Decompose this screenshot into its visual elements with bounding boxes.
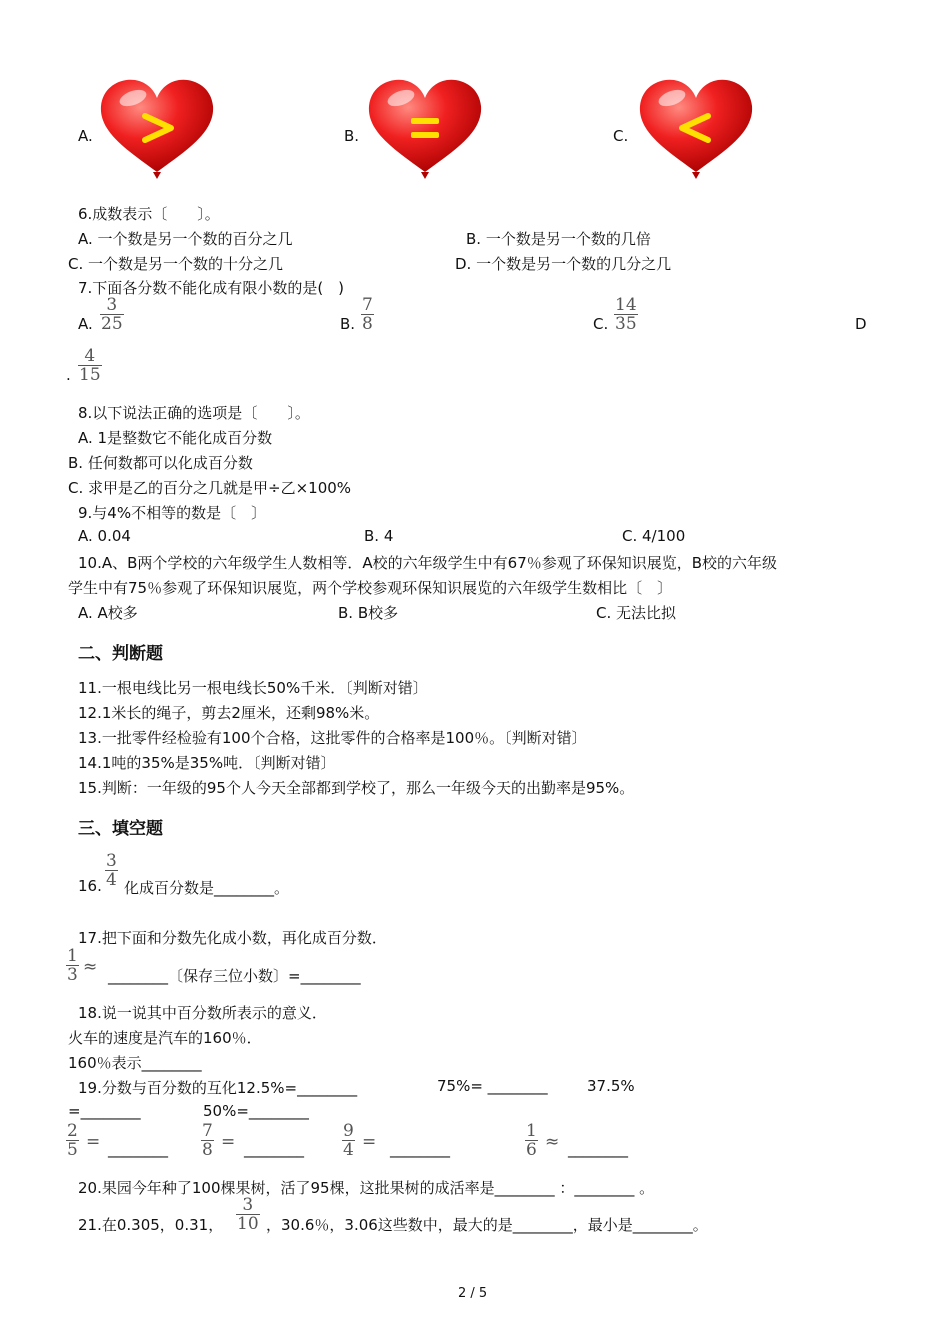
q12: 12.1米长的绳子，剪去2厘米，还剩98%米。 [78, 704, 380, 722]
numerator: 2 [67, 1121, 78, 1141]
q19-part-3: 37.5% [587, 1077, 635, 1095]
q19-part-5: 50%=________ [203, 1102, 309, 1120]
numerator: 3 [106, 851, 117, 871]
q7-option-c-label: C. [593, 315, 609, 333]
q7-option-a-label: A. [78, 315, 93, 333]
q5-option-a-label: A. [78, 127, 93, 145]
denominator: 4 [343, 1140, 354, 1160]
q19-fraction-1-blank: ________ [108, 1140, 168, 1158]
q17-rest: ________〔保存三位小数〕=________ [108, 967, 361, 985]
q20: 20.果园今年种了100棵果树，活了95棵，这批果树的成活率是________ ：________ 。 [78, 1179, 655, 1197]
q14: 14.1吨的35%是35%吨．〔判断对错〕 [78, 754, 336, 772]
q8-option-a: A. 1是整数它不能化成百分数 [78, 429, 273, 447]
q19-fraction-4 [525, 1122, 538, 1159]
numerator: 3 [106, 295, 118, 315]
q16-prefix: 16. [78, 877, 102, 895]
denominator: 6 [526, 1140, 537, 1160]
q6-option-a: A. 一个数是另一个数的百分之几 [78, 230, 293, 248]
q17-stem: 17.把下面和分数先化成小数，再化成百分数． [78, 929, 387, 947]
denominator: 8 [202, 1140, 213, 1160]
q10-line-2: 学生中有75％参观了环保知识展览，两个学校参观环保知识展览的六年级学生数相比〔 〕 [68, 579, 673, 597]
heart-equal-icon [365, 76, 485, 180]
q9-option-a: A. 0.04 [78, 527, 131, 545]
q5-option-c-label: C. [613, 127, 629, 145]
section-judgement-heading: 二、判断题 [78, 644, 163, 664]
q19-fraction-2-operator: = [221, 1132, 236, 1152]
q11: 11.一根电线比另一根电线长50%千米．〔判断对错〕 [78, 679, 428, 697]
denominator: 4 [106, 870, 117, 890]
q9-option-b: B. 4 [364, 527, 394, 545]
q19-fraction-4-operator: ≈ [545, 1132, 560, 1152]
numerator: 7 [362, 295, 373, 315]
q6-option-b: B. 一个数是另一个数的几倍 [466, 230, 651, 248]
numerator: 1 [526, 1121, 537, 1141]
q21-suffix: ，30.6％，3.06这些数中，最大的是________，最小是________。 [266, 1216, 708, 1234]
q7-option-a-fraction [100, 296, 124, 333]
q7-option-d-label: D [855, 315, 867, 333]
q7-option-b-label: B. [340, 315, 356, 333]
q16-suffix: 化成百分数是________。 [124, 879, 290, 897]
q8-option-c: C. 求甲是乙的百分之几就是甲÷乙×100% [68, 479, 352, 497]
q21-fraction [236, 1196, 260, 1233]
q10-option-c: C. 无法比拟 [596, 604, 677, 622]
q7-option-b-fraction [361, 296, 374, 333]
q18-stem: 18.说一说其中百分数所表示的意义． [78, 1004, 327, 1022]
q9-option-c: C. 4/100 [622, 527, 686, 545]
q19-part-2: 75%= ________ [437, 1077, 548, 1095]
q7-option-d-dot: . [66, 366, 71, 384]
q9-stem: 9.与4%不相等的数是〔 〕 [78, 504, 267, 522]
q18-line-2: 火车的速度是汽车的160％． [68, 1029, 262, 1047]
q19-stem: 19.分数与百分数的互化12.5%=________ [78, 1079, 358, 1097]
q19-fraction-1-operator: = [86, 1132, 101, 1152]
page-number: 2 / 5 [458, 1286, 488, 1301]
heart-less-icon [636, 76, 756, 180]
q7-option-d-fraction [78, 347, 102, 384]
q10-option-b: B. B校多 [338, 604, 399, 622]
denominator: 8 [362, 314, 373, 334]
numerator: 7 [202, 1121, 213, 1141]
heart-greater-icon [97, 76, 217, 180]
q19-fraction-2-blank: ________ [244, 1140, 304, 1158]
q21-prefix: 21.在0.305，0.31， [78, 1216, 224, 1234]
denominator: 10 [237, 1214, 259, 1234]
q16-fraction [105, 852, 118, 889]
q19-fraction-3-blank: ________ [390, 1140, 450, 1158]
q8-stem: 8.以下说法正确的选项是〔 〕。 [78, 404, 310, 422]
denominator: 25 [101, 314, 123, 334]
numerator: 14 [615, 295, 637, 315]
q10-line-1: 10.A、B两个学校的六年级学生人数相等．A校的六年级学生中有67％参观了环保知识展览，B校的六年级 [78, 554, 778, 572]
q17-approx-sign: ≈ [83, 957, 98, 977]
numerator: 9 [343, 1121, 354, 1141]
q7-stem: 7.下面各分数不能化成有限小数的是( ) [78, 279, 345, 297]
denominator: 15 [79, 365, 101, 385]
q6-stem: 6.成数表示〔 〕。 [78, 205, 220, 223]
q19-fraction-1 [66, 1122, 79, 1159]
q7-option-c-fraction [614, 296, 638, 333]
q19-fraction-2 [201, 1122, 214, 1159]
q13: 13.一批零件经检验有100个合格，这批零件的合格率是100％。〔判断对错〕 [78, 729, 587, 747]
q6-option-d: D. 一个数是另一个数的几分之几 [455, 255, 672, 273]
denominator: 35 [615, 314, 637, 334]
q17-fraction [66, 947, 79, 984]
q5-option-b-label: B. [344, 127, 360, 145]
numerator: 1 [67, 946, 78, 966]
q18-line-3: 160％表示________ [68, 1054, 202, 1072]
q19-fraction-4-blank: ________ [568, 1140, 628, 1158]
section-fill-blank-heading: 三、填空题 [78, 819, 163, 839]
q19-part-4: =________ [68, 1102, 141, 1120]
q19-fraction-3-operator: = [362, 1132, 377, 1152]
denominator: 5 [67, 1140, 78, 1160]
numerator: 4 [84, 346, 96, 366]
q19-fraction-3 [342, 1122, 355, 1159]
numerator: 3 [242, 1195, 254, 1215]
denominator: 3 [67, 965, 78, 985]
q6-option-c: C. 一个数是另一个数的十分之几 [68, 255, 284, 273]
q10-option-a: A. A校多 [78, 604, 138, 622]
q15: 15.判断：一年级的95个人今天全部都到学校了，那么一年级今天的出勤率是95%。 [78, 779, 635, 797]
q8-option-b: B. 任何数都可以化成百分数 [68, 454, 253, 472]
